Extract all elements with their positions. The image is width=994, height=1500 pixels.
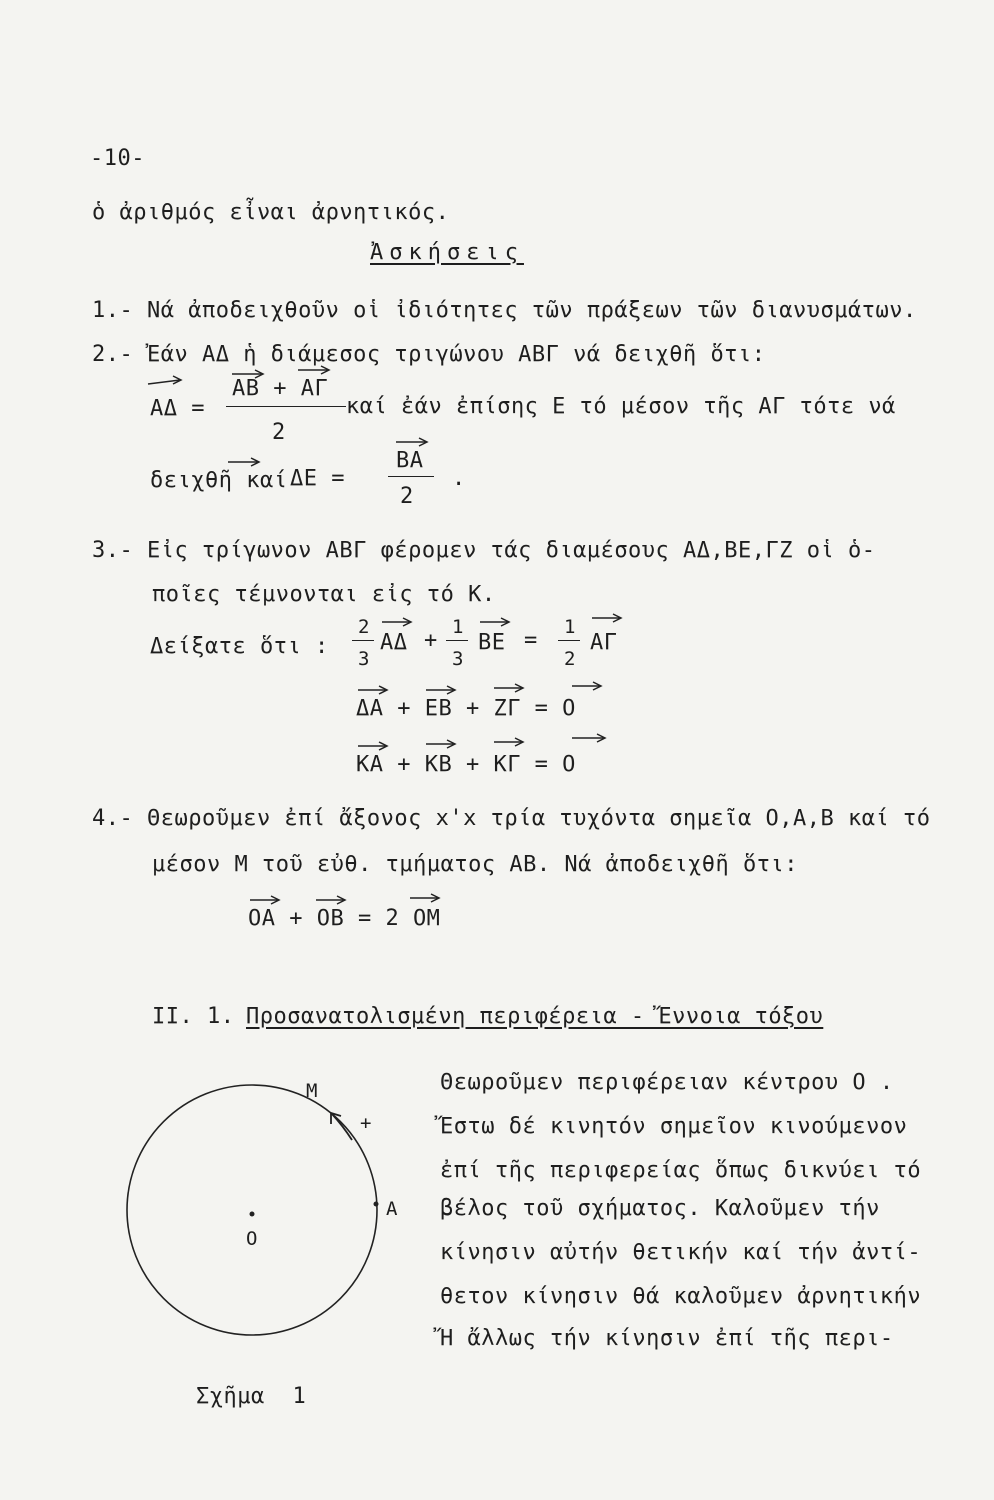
eq1-b-numerator: 1 <box>452 616 464 638</box>
eq1-equals: = <box>524 628 538 653</box>
eq1-c-denominator: 2 <box>564 648 576 670</box>
eq1-c-numerator: 1 <box>564 616 576 638</box>
exercise-2-denominator: 2 <box>272 420 286 445</box>
exercise-2-rest: καί ἐάν ἐπίσης Ε τό μέσον τῆς ΑΓ τότε νά <box>346 394 896 419</box>
direction-arrow-icon <box>332 1114 352 1140</box>
body-line-7: Ἤ ἄλλως τήν κίνησιν ἐπί τῆς περι- <box>440 1326 894 1351</box>
exercise-2-period: . <box>452 466 466 491</box>
body-line-4: βέλος τοῦ σχήματος. Καλοῦμεν τήν <box>440 1196 880 1221</box>
exercise-2-line-3-numerator: ΒΑ <box>396 448 424 473</box>
point-a <box>374 1202 379 1207</box>
exercise-3-eq-3: ΚΑ + ΚΒ + ΚΓ = Ο <box>356 752 576 777</box>
exercise-2-line-3b: ΔΕ = <box>290 466 345 491</box>
eq1-plus: + <box>424 628 438 653</box>
eq1-a-vector: ΑΔ <box>380 630 408 655</box>
page-number: -10- <box>90 146 145 171</box>
exercise-2-line-1: 2.- Ἐάν ΑΔ ἡ διάμεσος τριγώνου ΑΒΓ νά δειχθῆ ὅτι: <box>92 342 766 367</box>
eq1-a-numerator: 2 <box>358 616 370 638</box>
exercise-2-lhs: ΑΔ = <box>150 396 205 421</box>
body-line-6: θετον κίνησιν θά καλοῦμεν ἀρνητικήν <box>440 1284 922 1309</box>
exercise-4-line-2: μέσον Μ τοῦ εὐθ. τμήματος ΑΒ. Νά ἀποδειχθῆ ὅτι: <box>152 852 799 877</box>
eq1-b-denominator: 3 <box>452 648 464 670</box>
exercise-3-eq-2: ΔΑ + ΕΒ + ΖΓ = Ο <box>356 696 576 721</box>
label-o: Ο <box>246 1228 258 1250</box>
exercises-title: Ἀσκήσεις <box>370 240 524 265</box>
label-a: Α <box>386 1198 398 1220</box>
section-number: ΙΙ. 1. <box>152 1004 235 1029</box>
body-line-5: κίνησιν αὐτήν θετικήν καί τήν ἀντί- <box>440 1240 922 1265</box>
intro-line: ὁ ἀριθμός εἶναι ἀρνητικός. <box>92 200 450 225</box>
exercise-1: 1.- Νά ἀποδειχθοῦν οἱ ἰδιότητες τῶν πράξεων τῶν διανυσμάτων. <box>92 298 917 323</box>
body-line-3: ἐπί τῆς περιφερείας ὅπως δικνύει τό <box>440 1158 922 1183</box>
exercise-2-line-3a: δειχθῆ καί <box>150 468 288 493</box>
exercise-2-numerator: ΑΒ + ΑΓ <box>232 376 329 401</box>
exercise-4-line-1: 4.- Θεωροῦμεν ἐπί ἄξονος x'x τρία τυχόντα σημεῖα Ο,Α,Β καί τό <box>92 806 931 831</box>
exercise-2-line-3-denominator: 2 <box>400 484 414 509</box>
section-title: Προσανατολισμένη περιφέρεια - Ἔννοια τόξου <box>246 1004 824 1029</box>
exercise-3-line-1: 3.- Εἰς τρίγωνον ΑΒΓ φέρομεν τάς διαμέσους ΑΔ,ΒΕ,ΓΖ οἱ ὁ- <box>92 538 876 563</box>
body-line-2: Ἔστω δέ κινητόν σημεῖον κινούμενον <box>440 1114 908 1139</box>
label-m: Μ <box>306 1080 318 1102</box>
exercise-4-eq: ΟΑ + ΟΒ = 2 ΟΜ <box>248 906 441 931</box>
body-line-1: Θεωροῦμεν περιφέρειαν κέντρου Ο . <box>440 1070 894 1095</box>
eq1-a-denominator: 3 <box>358 648 370 670</box>
eq1-b-vector: ΒΕ <box>478 630 506 655</box>
exercise-3-line-2: ποῖες τέμνονται εἰς τό Κ. <box>152 582 496 607</box>
center-point <box>250 1212 255 1217</box>
eq1-c-vector: ΑΓ <box>590 630 618 655</box>
exercise-3-show: Δείξατε ὅτι : <box>150 634 329 659</box>
label-plus: + <box>360 1112 372 1134</box>
figure-caption: Σχῆμα 1 <box>196 1384 307 1409</box>
